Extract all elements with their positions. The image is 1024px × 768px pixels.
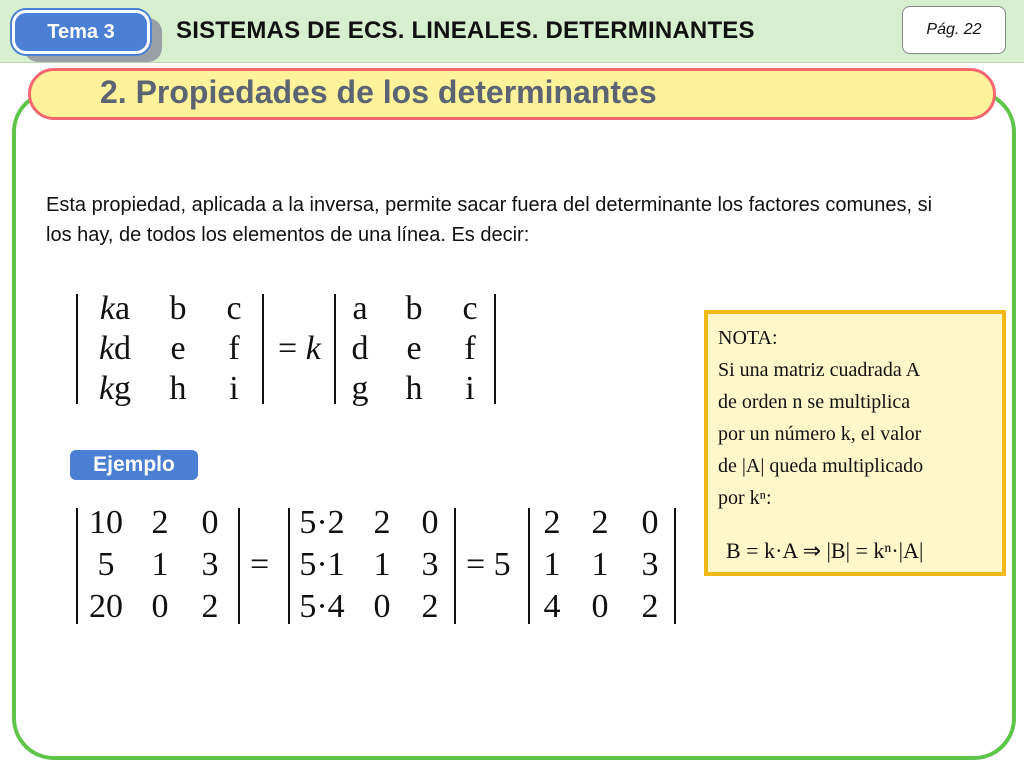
- matrix-cell: ka: [99, 290, 131, 327]
- matrix-cell: 5: [97, 546, 115, 583]
- matrix-cell: 0: [641, 504, 659, 541]
- matrix-cell: c: [226, 290, 242, 327]
- nota-heading: NOTA:: [718, 327, 778, 349]
- matrix-cell: h: [169, 370, 187, 407]
- matrix-cell: 2: [151, 504, 169, 541]
- matrix-cell: 10: [89, 504, 123, 541]
- matrix-cell: c: [462, 290, 478, 327]
- matrix-cell: b: [405, 290, 423, 327]
- matrix-cell: 2: [543, 504, 561, 541]
- matrix-cell: 0: [421, 504, 439, 541]
- determinant-bar-left: [76, 294, 78, 404]
- example-equals-1: =: [250, 546, 270, 583]
- matrix-cell: kg: [98, 370, 132, 407]
- property-equals-k: = k: [278, 330, 321, 367]
- matrix-cell: 20: [89, 588, 123, 625]
- matrix-cell: 1: [543, 546, 561, 583]
- matrix-cell: 1: [591, 546, 609, 583]
- nota-line: de |A| queda multiplicado: [718, 455, 924, 477]
- matrix-cell: e: [170, 330, 186, 367]
- section-title: 2. Propiedades de los determinantes: [100, 74, 657, 110]
- nota-text: [718, 322, 998, 514]
- matrix-cell: 3: [201, 546, 219, 583]
- determinant-bar-left: [334, 294, 336, 404]
- matrix-cell: 0: [373, 588, 391, 625]
- matrix-cell: 5·1: [299, 546, 345, 583]
- determinant-bar-right: [262, 294, 264, 404]
- matrix-cell: 2: [591, 504, 609, 541]
- matrix-cell: 2: [421, 588, 439, 625]
- example-determinant-1: [76, 504, 242, 628]
- matrix-cell: b: [169, 290, 187, 327]
- nota-line: por kⁿ:: [718, 487, 772, 509]
- nota-line: Si una matriz cuadrada A: [718, 359, 921, 381]
- matrix-cell: kd: [98, 330, 132, 367]
- property-left-determinant: [76, 288, 266, 408]
- matrix-cell: 0: [151, 588, 169, 625]
- nota-line: de orden n se multiplica: [718, 391, 911, 413]
- property-right-determinant: [334, 288, 498, 408]
- determinant-bar-right: [494, 294, 496, 404]
- matrix-cell: d: [351, 330, 369, 367]
- matrix-cell: 0: [201, 504, 219, 541]
- nota-formula: B = k·A ⇒ |B| = kⁿ·|A|: [726, 538, 924, 563]
- determinant-bar-left: [528, 508, 530, 624]
- determinant-bar-left: [288, 508, 290, 624]
- matrix-cell: a: [352, 290, 368, 327]
- matrix-cell: 2: [373, 504, 391, 541]
- matrix-cell: 3: [421, 546, 439, 583]
- matrix-cell: f: [228, 330, 240, 367]
- matrix-cell: 4: [543, 588, 561, 625]
- matrix-cell: 5·4: [299, 588, 345, 625]
- intro-paragraph: Esta propiedad, aplicada a la inversa, permite sacar fuera del determinante los factores comunes, si los hay, de todos los elementos de una línea. Es decir:: [46, 194, 933, 246]
- matrix-cell: i: [229, 370, 239, 407]
- tema-badge: Tema 3: [12, 10, 150, 54]
- example-determinant-3: [528, 504, 678, 628]
- matrix-cell: h: [405, 370, 423, 407]
- matrix-cell: f: [464, 330, 476, 367]
- matrix-cell: 5·2: [299, 504, 345, 541]
- matrix-cell: 1: [373, 546, 391, 583]
- determinant-bar-right: [454, 508, 456, 624]
- example-determinant-2: [288, 504, 458, 628]
- determinant-bar-right: [674, 508, 676, 624]
- page-number: Pág. 22: [902, 6, 1006, 54]
- nota-line: por un número k, el valor: [718, 423, 922, 445]
- matrix-cell: 3: [641, 546, 659, 583]
- header-title: SISTEMAS DE ECS. LINEALES. DETERMINANTES: [176, 17, 755, 44]
- matrix-cell: 0: [591, 588, 609, 625]
- matrix-cell: 2: [641, 588, 659, 625]
- matrix-cell: 2: [201, 588, 219, 625]
- example-equals-5: = 5: [466, 546, 511, 583]
- ejemplo-label: Ejemplo: [70, 450, 198, 480]
- matrix-cell: i: [465, 370, 475, 407]
- matrix-cell: g: [351, 370, 369, 407]
- determinant-bar-right: [238, 508, 240, 624]
- matrix-cell: e: [406, 330, 422, 367]
- matrix-cell: 1: [151, 546, 169, 583]
- nota-box: [704, 310, 1006, 576]
- determinant-bar-left: [76, 508, 78, 624]
